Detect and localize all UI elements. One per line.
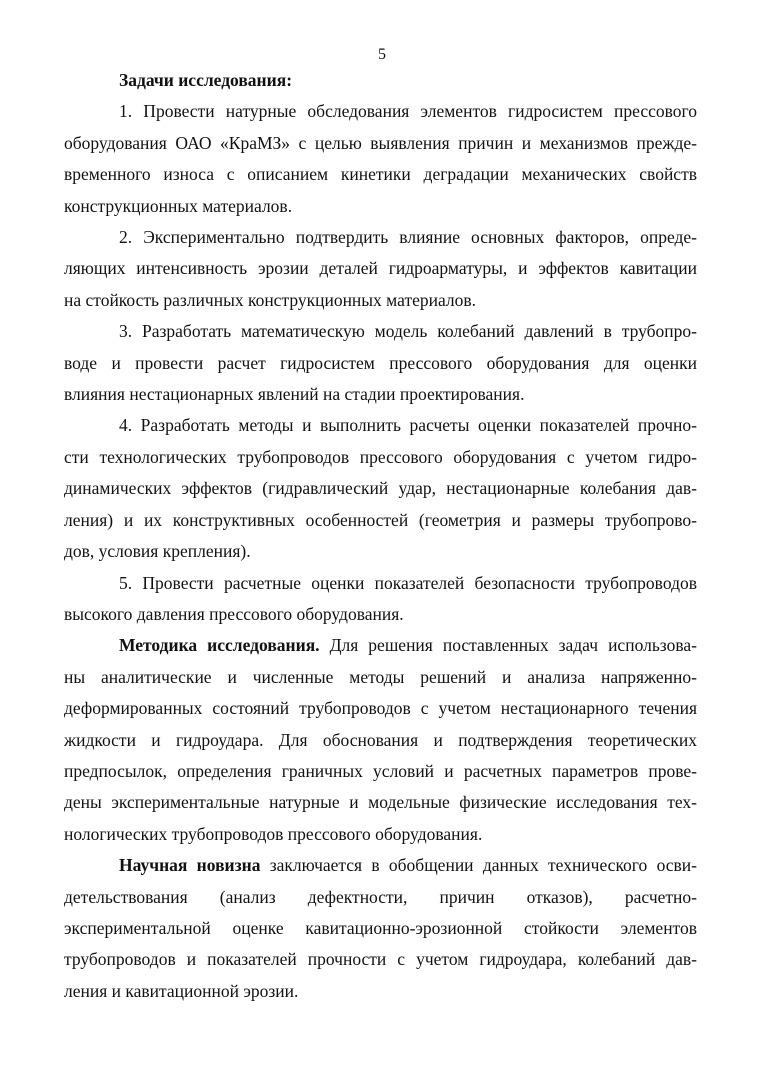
methodology-lead: Методика исследования. [119,635,320,656]
novelty-lead: Научная новизна [119,855,261,876]
novelty-line: трубопроводов и показателей прочности с учетом гидроудара, колебаний дав- [64,949,697,970]
task-line: влияния нестационарных явлений на стадии проектирования. [64,384,525,405]
novelty-line: экспериментальной оценке кавитационно-эрозионной стойкости элементов [64,917,697,938]
task-line: воде и провести расчет гидросистем прессового оборудования для оценки [64,352,697,373]
task-item [64,316,697,410]
methodology-line: дены экспериментальные натурные и модельные физические исследования тех- [64,792,697,813]
section-heading-wrapper [119,65,697,96]
task-line: на стойкость различных конструкционных материалов. [64,289,477,310]
novelty-line: ления и кавитационной эрозии. [64,980,299,1001]
methodology-line: ны аналитические и численные методы решений и анализа напряженно- [64,666,697,687]
task-line: 3. Разработать математическую модель колебаний давлений в трубопро- [119,321,697,342]
methodology-line: деформированных состояний трубопроводов с учетом нестационарного течения [64,698,697,719]
task-line: сти технологических трубопроводов прессового оборудования с учетом гидро- [64,446,697,467]
page-body [64,65,697,1007]
task-item [64,96,697,222]
methodology-line: нологических трубопроводов прессового оборудования. [64,823,483,844]
task-line: ляющих интенсивность эрозии деталей гидроарматуры, и эффектов кавитации [64,258,697,279]
novelty-first-line [119,850,697,881]
methodology-paragraph [64,630,697,850]
methodology-line: жидкости и гидроудара. Для обоснования и подтверждения теоретических [64,729,697,750]
page-number: 5 [378,46,386,63]
novelty-lead-rest: заключается в обобщении данных технического осви- [260,855,697,876]
task-item [64,410,697,567]
methodology-line: предпосылок, определения граничных условий и расчетных параметров прове- [64,760,697,781]
task-line: 2. Экспериментально подтвердить влияние основных факторов, опреде- [119,227,697,248]
task-line: 1. Провести натурные обследования элементов гидросистем прессового [119,101,697,122]
task-line: дов, условия крепления). [64,541,251,562]
task-item [64,568,697,631]
task-line: ления) и их конструктивных особенностей (геометрия и размеры трубопрово- [64,509,697,530]
task-list [64,96,697,630]
task-item [64,222,697,316]
task-line: оборудования ОАО «КраМЗ» с целью выявления причин и механизмов преждe- [64,132,697,153]
novelty-line: детельствования (анализ дефектности, причин отказов), расчетно- [64,886,697,907]
task-line: 4. Разработать методы и выполнить расчеты оценки показателей прочно- [119,415,697,436]
task-line: высокого давления прессового оборудования. [64,603,404,624]
methodology-first-line [119,630,697,661]
task-line: конструкционных материалов. [64,195,293,216]
task-line: динамических эффектов (гидравлический удар, нестационарные колебания дав- [64,478,697,499]
section-heading: Задачи исследования: [119,70,293,90]
novelty-paragraph [64,850,697,1007]
task-line: временного износа с описанием кинетики деградации механических свойств [64,164,697,185]
task-line: 5. Провести расчетные оценки показателей безопасности трубопроводов [119,572,697,593]
methodology-lead-rest: Для решения поставленных задач использова- [319,635,697,656]
